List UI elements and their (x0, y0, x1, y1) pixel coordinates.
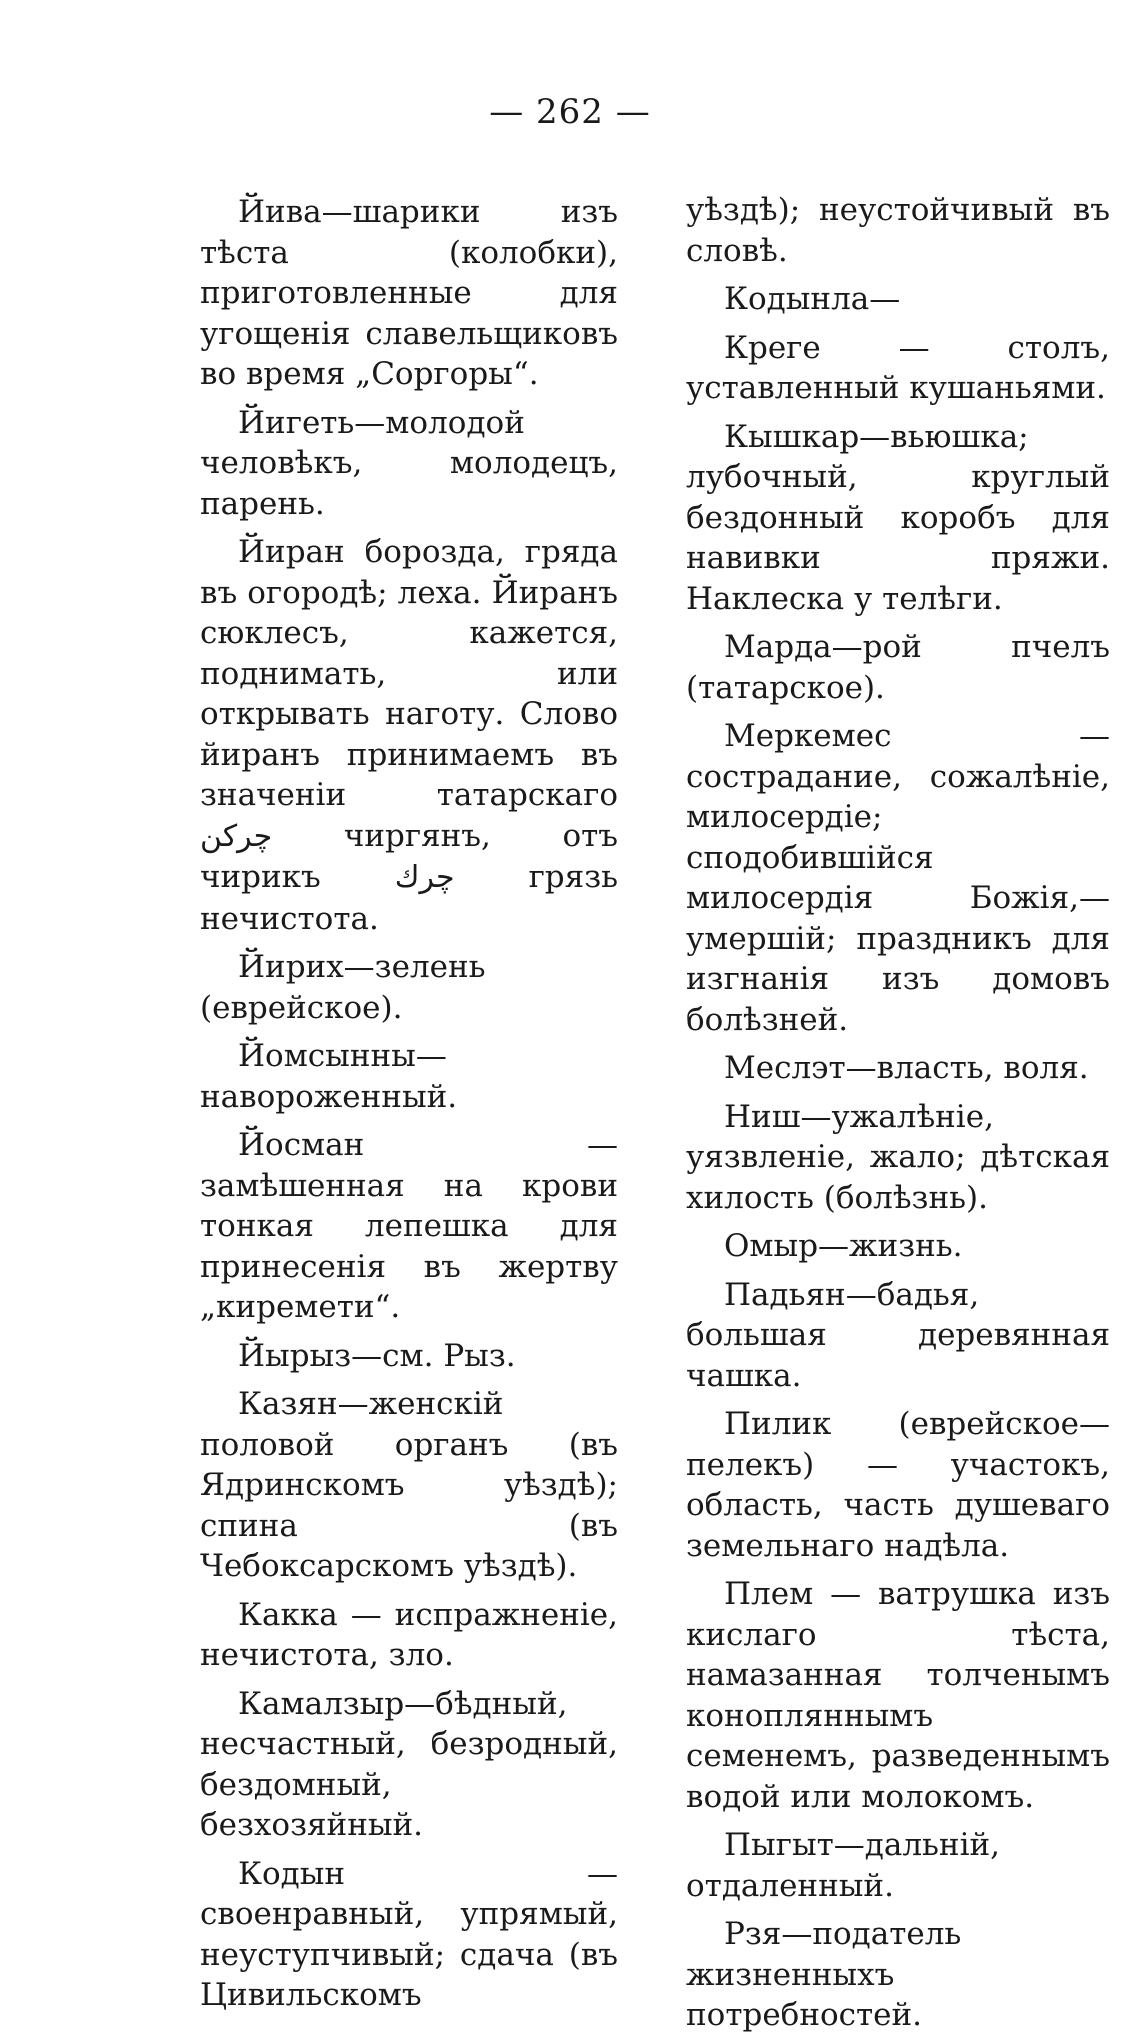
entry-kodyn: Кодын — своенравный, упрямый, неуступчивый; сдача (въ Цивильскомъ (200, 1855, 618, 2013)
page-number: — 262 — (489, 92, 651, 132)
entry-plem: Плем — ватрушка изъ кислаго тѣста, намазанная толченымъ конопляннымъ семенемъ, разведеннымъ водой или молокомъ. (686, 1576, 1110, 1815)
entry-yosman: Йосман — замѣшенная на крови тонкая лепешка для принесенія въ жертву „киремети“. (200, 1127, 618, 1325)
entry-kazyan: Казян—женскій половой органъ (въ Ядринскомъ уѣздѣ); спина (въ Чебоксарскомъ уѣздѣ). (200, 1386, 618, 1584)
entry-yiva: Йива—шарики изъ тѣста (колобки), приготовленные для угощенія славельщиковъ во время „Соргоры“. (200, 194, 618, 392)
entry-yiran-text-3: грязь нечистота. (200, 859, 618, 937)
entry-meslet: Меслэт—власть, воля. (724, 1050, 1089, 1086)
entry-yiran (200, 532, 618, 939)
entry-yiget: Йигеть—молодой человѣкъ, молодецъ, парень. (200, 404, 618, 522)
entry-yomsynny: Йомсынны—навороженный. (200, 1038, 458, 1115)
entry-yiran-text-2: чиргянъ, отъ чирикъ (200, 817, 618, 895)
entry-omyr: Омыр—жизнь. (724, 1228, 963, 1264)
entry-yyryz: Йырыз—см. Рыз. (238, 1337, 516, 1374)
entry-yirikh: Йирих—зелень (еврейское). (200, 949, 486, 1026)
entry-kakka: Какка — испражненіе, нечистота, зло. (200, 1596, 618, 1673)
entry-rzya: Рзя—податель жизненныхъ потребностей. (686, 1916, 962, 2033)
entry-marda: Марда—рой пчелъ (татарское). (686, 629, 1110, 706)
entry-kamalzyr: Камалзыр—бѣдный, несчастный, безродный, бездомный, безхозяйный. (200, 1685, 618, 1843)
entry-kyshkar: Кышкар—вьюшка; лубочный, круглый бездонный коробъ для навивки пряжи. Наклеска у телѣги. (686, 418, 1110, 617)
entry-pygyt: Пыгыт—дальній, отдаленный. (686, 1827, 1001, 1904)
arabic-word-chirik: چرك (394, 860, 455, 895)
left-column (200, 192, 618, 2024)
right-column (686, 190, 1110, 2044)
entry-padyan: Падьян—бадья, большая деревянная чашка. (686, 1276, 1110, 1394)
entry-pilik: Пилик (еврейское—пелекъ) — участокъ, область, часть душеваго земельнаго надѣла. (686, 1406, 1110, 1564)
entry-kodyn-continued: уѣздѣ); неустойчивый въ словѣ. (686, 192, 1110, 269)
arabic-word-chirgyan: چرکن (200, 818, 273, 854)
entry-nish: Ниш—ужалѣніе, уязвленіе, жало; дѣтская хилость (болѣзнь). (686, 1098, 1110, 1216)
entry-yiran-text: Йиран борозда, гряда въ огородѣ; леха. Йиранъ сюклесъ, кажется, поднимать, или открывать наготу. Слово йиранъ принимаемъ въ значеніи татарскаго (200, 534, 618, 813)
entry-krege: Креге — столъ, уставленный кушаньями. (686, 329, 1110, 406)
entry-kodynla: Кодынла— (724, 281, 901, 317)
entry-merkemes: Меркемес — сострадание, сожалѣніе, милосердіе; сподобившійся милосердія Божія,—умершій; праздникъ для изгнанія изъ домовъ болѣзней. (686, 718, 1110, 1038)
